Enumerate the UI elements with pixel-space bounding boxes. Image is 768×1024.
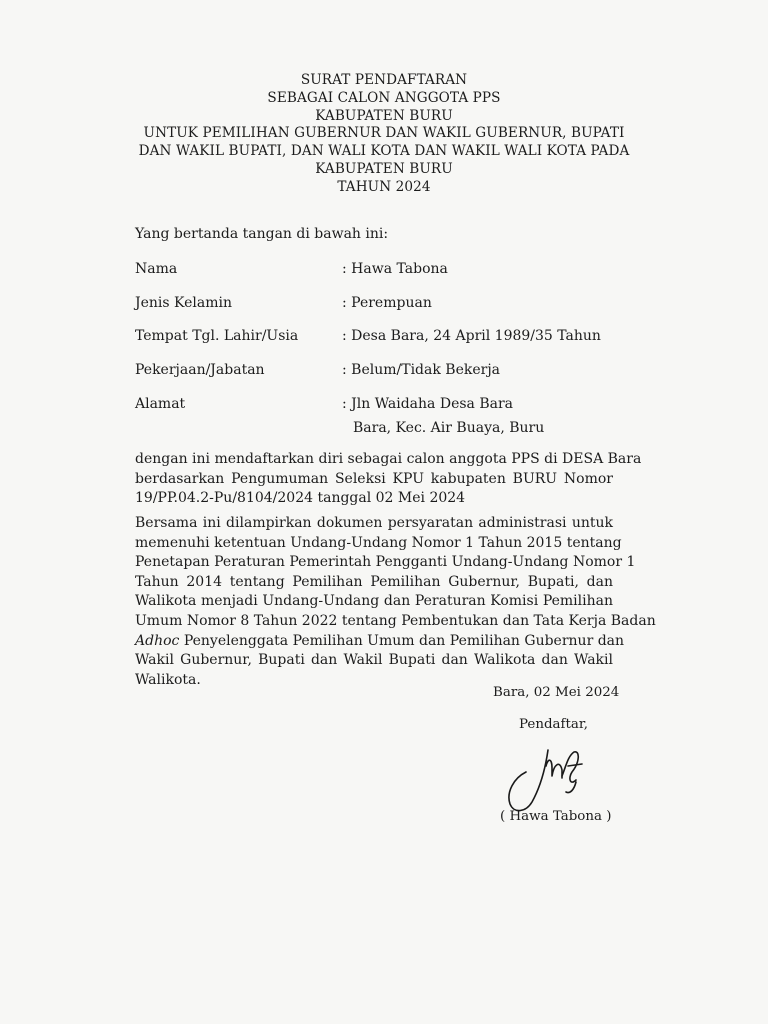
italic-term: Adhoc (135, 632, 180, 649)
field-value-nama: : Hawa Tabona (342, 261, 448, 277)
field-label-tempat-tgl-lahir: Tempat Tgl. Lahir/Usia (135, 328, 299, 344)
title-line: SURAT PENDAFTARAN (300, 72, 468, 88)
field-value-tempat-tgl-lahir: : Desa Bara, 24 April 1989/35 Tahun (342, 328, 601, 344)
paragraph-registration (135, 450, 642, 509)
paragraph-line: Wakil Gubernur, Bupati dan Wakil Bupati dan Walikota dan Wakil (135, 652, 613, 669)
field-value-jenis-kelamin: : Perempuan (342, 295, 432, 311)
title-line: KABUPATEN BURU (315, 160, 453, 177)
field-label-jenis-kelamin: Jenis Kelamin (135, 295, 232, 311)
paragraph-line: memenuhi ketentuan Undang-Undang Nomor 1 Tahun 2015 tentang (135, 534, 622, 551)
field-value-pekerjaan: : Belum/Tidak Bekerja (342, 362, 501, 378)
signature-place-date: Bara, 02 Mei 2024 (493, 685, 620, 700)
document-title (0, 72, 768, 197)
paragraph-line: Bersama ini dilampirkan dokumen persyaratan administrasi untuk (135, 515, 613, 531)
field-label-pekerjaan: Pekerjaan/Jabatan (135, 362, 265, 378)
paragraph-line: Umum Nomor 8 Tahun 2022 tentang Pembentukan dan Tata Kerja Badan (135, 612, 656, 629)
paragraph-line: berdasarkan Pengumuman Seleksi KPU kabupaten BURU Nomor (135, 470, 613, 487)
paragraph-line-with-italic (135, 632, 625, 652)
handwritten-signature (502, 742, 598, 818)
intro-text: Yang bertanda tangan di bawah ini: (135, 226, 389, 242)
field-value-alamat: : Jln Waidaha Desa Bara (342, 396, 514, 412)
signature-role: Pendaftar, (519, 717, 589, 732)
paragraph-line: Penetapan Peraturan Pemerintah Pengganti Undang-Undang Nomor 1 (135, 554, 636, 571)
paragraph-line-rest: Penyelenggata Pemilihan Umum dan Pemilihan Gubernur dan (183, 632, 625, 649)
title-line: SEBAGAI CALON ANGGOTA PPS (267, 89, 501, 106)
paragraph-attachments (135, 514, 656, 690)
signature-name: ( Hawa Tabona ) (500, 809, 612, 824)
field-label-alamat: Alamat (135, 396, 186, 412)
field-label-nama: Nama (135, 261, 178, 277)
title-line: UNTUK PEMILIHAN GUBERNUR DAN WAKIL GUBERNUR, BUPATI (143, 125, 625, 142)
paragraph-line: dengan ini mendaftarkan diri sebagai calon anggota PPS di DESA Bara (135, 451, 642, 467)
title-line: KABUPATEN BURU (315, 107, 453, 124)
title-line: TAHUN 2024 (337, 178, 431, 195)
title-line: DAN WAKIL BUPATI, DAN WALI KOTA DAN WAKIL WALI KOTA PADA (138, 143, 630, 160)
paragraph-line: Walikota. (135, 671, 201, 688)
paragraph-line: Walikota menjadi Undang-Undang dan Peraturan Komisi Pemilihan (135, 593, 613, 610)
field-value-alamat-line2: Bara, Kec. Air Buaya, Buru (353, 420, 545, 436)
paragraph-line: Tahun 2014 tentang Pemilihan Pemilihan Gubernur, Bupati, dan (135, 573, 613, 590)
paragraph-line: 19/PP.04.2-Pu/8104/2024 tanggal 02 Mei 2024 (135, 490, 466, 507)
